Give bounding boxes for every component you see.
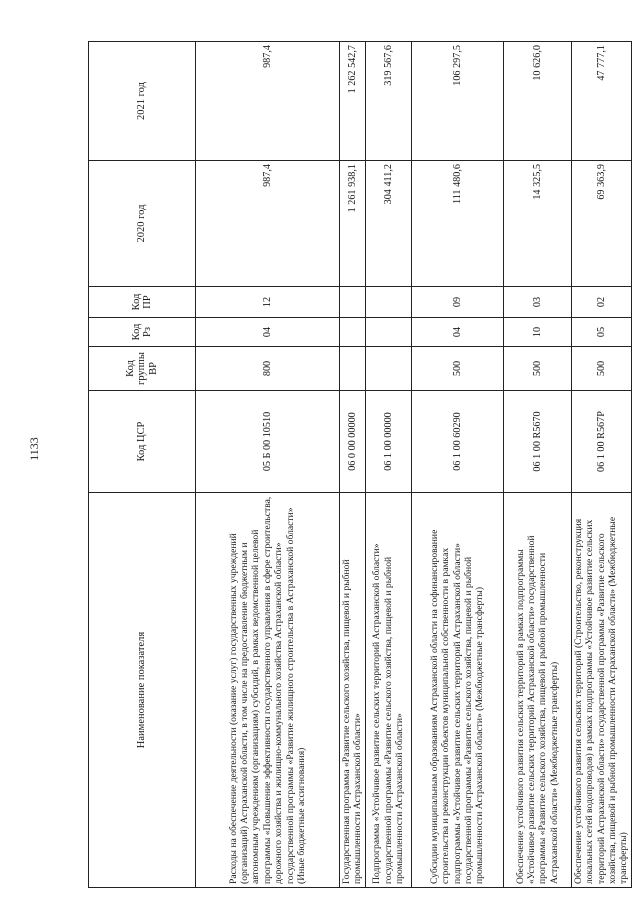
row-2020: 1 261 938,1	[340, 161, 366, 287]
row-csr: 05 Б 00 10510	[196, 391, 340, 493]
row-csr: 06 1 00 R567P	[571, 391, 631, 493]
header-rz: Код Рз	[89, 318, 196, 347]
row-rz: 05	[571, 318, 631, 347]
row-2020: 111 480,6	[411, 161, 503, 287]
table-container	[88, 42, 630, 888]
header-2020: 2020 год	[89, 161, 196, 287]
row-2020: 69 363,9	[571, 161, 631, 287]
row-2021: 319 567,6	[365, 42, 411, 161]
row-name: Расходы на обеспечение деятельности (оказание услуг) государственных учреждений (организаций) Астраханской области, в том числе на предоставление бюджетным и автономным учреждениям (организациям) субсидий, в рамках ведомственной целевой программы «Повышение эффективности государственного управления в сфере строительства, дорожного хозяйства и жилищно-коммунального хозяйства Астраханской области» государственной программы «Развитие жилищного строительства в Астраханской области» (Иные бюджетные ассигнования)	[196, 493, 340, 888]
row-pr: 03	[503, 287, 571, 318]
row-csr: 06 0 00 00000	[340, 391, 366, 493]
row-2021: 10 626,0	[503, 42, 571, 161]
header-2021: 2021 год	[89, 42, 196, 161]
row-pr: 09	[411, 287, 503, 318]
row-rz: 04	[411, 318, 503, 347]
table-row	[411, 42, 503, 888]
row-rz: 10	[503, 318, 571, 347]
budget-table	[88, 41, 632, 888]
table-row	[196, 42, 340, 888]
table-body	[196, 42, 632, 888]
header-vr: Код группы ВР	[89, 347, 196, 391]
rotated-page-content	[88, 42, 630, 888]
row-vr: 500	[411, 347, 503, 391]
row-name: Обеспечение устойчивого развития сельских территорий в рамках подпрограммы «Устойчивое развитие сельских территорий Астраханской области» государственной программы «Развитие сельского хозяйства, пищевой и рыбной промышленности Астраханской области» (Межбюджетные трансферты)	[503, 493, 571, 888]
row-pr	[340, 287, 366, 318]
row-2021: 47 777,1	[571, 42, 631, 161]
row-pr: 12	[196, 287, 340, 318]
row-csr: 06 1 00 00000	[365, 391, 411, 493]
row-vr	[340, 347, 366, 391]
row-rz	[340, 318, 366, 347]
row-pr	[365, 287, 411, 318]
header-pr: Код ПР	[89, 287, 196, 318]
row-name: Подпрограмма «Устойчивое развитие сельских территорий Астраханской области» государственной программы «Развитие сельского хозяйства, пищевой и рыбной промышленности Астраханской области»	[365, 493, 411, 888]
row-2020: 987,4	[196, 161, 340, 287]
page-number: 1133	[27, 437, 41, 461]
row-vr: 500	[571, 347, 631, 391]
header-row	[89, 42, 196, 888]
row-2020: 14 325,5	[503, 161, 571, 287]
row-vr: 500	[503, 347, 571, 391]
row-2021: 987,4	[196, 42, 340, 161]
row-name: Государственная программа «Развитие сельского хозяйства, пищевой и рыбной промышленности Астраханской области»	[340, 493, 366, 888]
row-pr: 02	[571, 287, 631, 318]
row-name: Обеспечение устойчивого развития сельских территорий (Строительство, реконструкция локальных сетей водопроводов) в рамках подпрограммы «Устойчивое развитие сельских территорий Астраханской области» государственной программы «Развитие сельского хозяйства, пищевой и рыбной промышленности Астраханской области» (Межбюджетные трансферты)	[571, 493, 631, 888]
table-row	[365, 42, 411, 888]
table-row	[571, 42, 631, 888]
row-2021: 1 262 542,7	[340, 42, 366, 161]
row-vr: 800	[196, 347, 340, 391]
header-csr: Код ЦСР	[89, 391, 196, 493]
row-2020: 304 411,2	[365, 161, 411, 287]
row-csr: 06 1 00 R5670	[503, 391, 571, 493]
table-row	[503, 42, 571, 888]
row-rz	[365, 318, 411, 347]
row-vr	[365, 347, 411, 391]
header-name: Наименование показателя	[89, 493, 196, 888]
row-rz: 04	[196, 318, 340, 347]
row-name: Субсидии муниципальным образованиям Астраханской области на софинансирование строительства и реконструкции объектов муниципальной собственности в рамках подпрограммы «Устойчивое развитие сельских территорий Астраханской области» государственной программы «Развитие сельского хозяйства, пищевой и рыбной промышленности Астраханской области» (Межбюджетные трансферты)	[411, 493, 503, 888]
row-csr: 06 1 00 60290	[411, 391, 503, 493]
table-header	[89, 42, 196, 888]
table-row	[340, 42, 366, 888]
row-2021: 106 297,5	[411, 42, 503, 161]
